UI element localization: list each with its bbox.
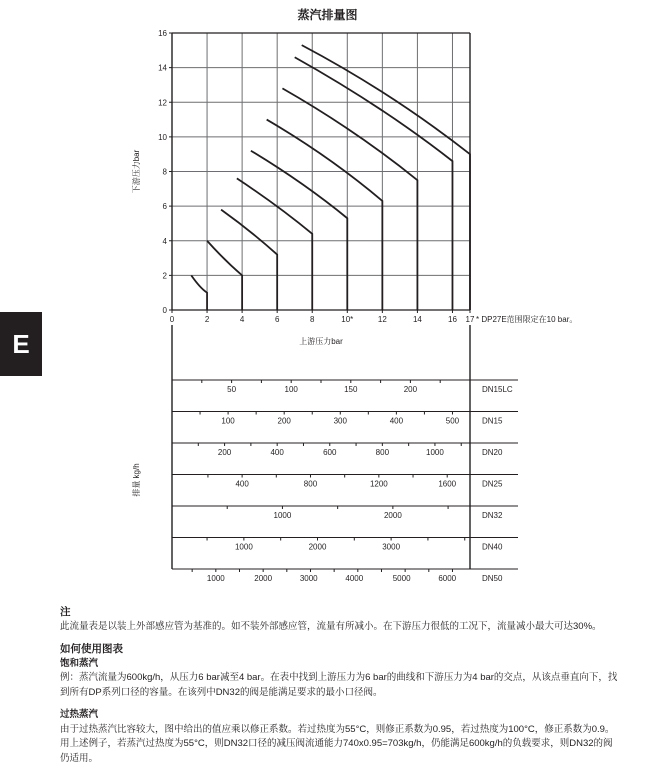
x-tick-label: 0 bbox=[169, 315, 175, 324]
x-tick-label: 2 bbox=[204, 315, 210, 324]
chart-title: 蒸汽排量图 bbox=[297, 8, 358, 22]
y-tick-label: 6 bbox=[162, 202, 167, 212]
y-tick-label: 8 bbox=[162, 167, 167, 177]
capacity-label: 50 bbox=[227, 385, 237, 394]
howto-heading: 如何使用图表 bbox=[60, 643, 123, 655]
size-label-dn40: DN40 bbox=[482, 542, 503, 552]
capacity-label: 600 bbox=[323, 448, 337, 457]
capacity-label: 100 bbox=[221, 416, 235, 426]
size-label-dn15lc: DN15LC bbox=[482, 385, 513, 394]
saturated-text: 例：蒸汽流量为600kg/h，从压力6 bar减至4 bar。在表中找到上游压力为6 bar的曲线和下游压力为4 bar的交点，从该点垂直向下，找到所有DP系列口径的容量。在该列中DN32的阀是能满足要求的最小口径阀。 bbox=[60, 672, 618, 698]
y-axis-label: 下游压力bar bbox=[132, 149, 141, 194]
size-label-dn20: DN20 bbox=[482, 448, 503, 457]
capacity-label: 2000 bbox=[308, 542, 327, 552]
capacity-label: 300 bbox=[333, 416, 347, 426]
capacity-label: 1000 bbox=[426, 448, 444, 457]
capacity-label: 150 bbox=[344, 385, 358, 394]
curve-upstream-2-bar bbox=[191, 275, 207, 310]
curve-upstream-12-bar bbox=[267, 120, 383, 310]
capacity-label: 400 bbox=[389, 416, 404, 426]
size-label-dn15: DN15 bbox=[482, 416, 503, 426]
capacity-label: 1000 bbox=[273, 511, 292, 520]
capacity-label: 1600 bbox=[438, 479, 457, 489]
capacity-label: 400 bbox=[235, 479, 249, 489]
saturated-heading: 饱和蒸汽 bbox=[60, 657, 99, 669]
x-tick-label: 16 bbox=[448, 315, 457, 324]
capacity-label: 5000 bbox=[392, 574, 411, 583]
curve-upstream-17-bar bbox=[302, 45, 470, 310]
superheated-heading: 过热蒸汽 bbox=[60, 709, 99, 720]
capacity-label: 3000 bbox=[299, 574, 318, 583]
x-tick-label: 6 bbox=[274, 315, 280, 324]
x-tick-label: 10* bbox=[341, 315, 354, 324]
y-tick-label: 16 bbox=[158, 29, 167, 38]
capacity-label: 200 bbox=[217, 448, 232, 457]
capacity-label: 6000 bbox=[438, 574, 457, 583]
capacity-label: 1000 bbox=[206, 574, 225, 583]
y-tick-label: 4 bbox=[162, 236, 167, 246]
size-label-dn32: DN32 bbox=[482, 511, 503, 520]
capacity-label: 800 bbox=[303, 479, 318, 489]
x-tick-label: 14 bbox=[412, 315, 422, 324]
capacity-label: 4000 bbox=[345, 574, 364, 583]
y-tick-label: 14 bbox=[158, 63, 167, 73]
curve-upstream-10-bar bbox=[251, 151, 347, 310]
size-label-dn50: DN50 bbox=[482, 574, 503, 583]
y-tick-label: 0 bbox=[162, 306, 167, 315]
capacity-axis-label: 排量 kg/h bbox=[132, 463, 141, 497]
y-tick-label: 10 bbox=[158, 132, 167, 142]
capacity-label: 1200 bbox=[369, 479, 388, 489]
capacity-label: 200 bbox=[277, 416, 291, 426]
capacity-label: 1000 bbox=[234, 542, 253, 552]
capacity-label: 100 bbox=[284, 385, 298, 394]
capacity-label: 3000 bbox=[382, 542, 401, 552]
notes-section bbox=[60, 605, 620, 766]
capacity-label: 500 bbox=[445, 416, 460, 426]
chart-footnote: * DP27E范围限定在10 bar。 bbox=[476, 315, 578, 324]
y-tick-label: 2 bbox=[162, 271, 167, 281]
curve-upstream-8-bar bbox=[237, 178, 312, 310]
capacity-label: 200 bbox=[403, 385, 418, 394]
x-tick-label: 12 bbox=[377, 315, 387, 324]
x-axis-label: 上游压力bar bbox=[299, 337, 343, 346]
section-tab-e: E bbox=[0, 312, 42, 376]
capacity-label: 400 bbox=[270, 448, 284, 457]
x-tick-label: 4 bbox=[239, 315, 245, 324]
superheated-text: 由于过热蒸汽比容较大，图中给出的值应乘以修正系数。若过热度为55°C，则修正系数为0.95，若过热度为100°C，修正系数为0.9。用上述例子，若蒸汽过热度为55°C，则DN32口径的减压阀流通能力740x0.95=703kg/h，仍能满足600kg/h的负载要求，则DN32的阀仍适用。 bbox=[60, 723, 615, 764]
curve-upstream-6-bar bbox=[221, 210, 277, 310]
curve-upstream-16-bar bbox=[295, 57, 453, 310]
capacity-label: 2000 bbox=[383, 511, 402, 520]
capacity-label: 2000 bbox=[254, 574, 273, 583]
x-tick-label: 17 bbox=[465, 315, 475, 324]
capacity-label: 800 bbox=[375, 448, 390, 457]
y-tick-label: 12 bbox=[158, 98, 167, 108]
note-text: 此流量表是以装上外部感应管为基准的。如不装外部感应管，流量有所减小。在下游压力很低的工况下，流量减小最大可达30%。 bbox=[60, 620, 602, 632]
size-label-dn25: DN25 bbox=[482, 479, 503, 489]
note-heading: 注 bbox=[60, 606, 71, 618]
x-tick-label: 8 bbox=[310, 315, 315, 324]
